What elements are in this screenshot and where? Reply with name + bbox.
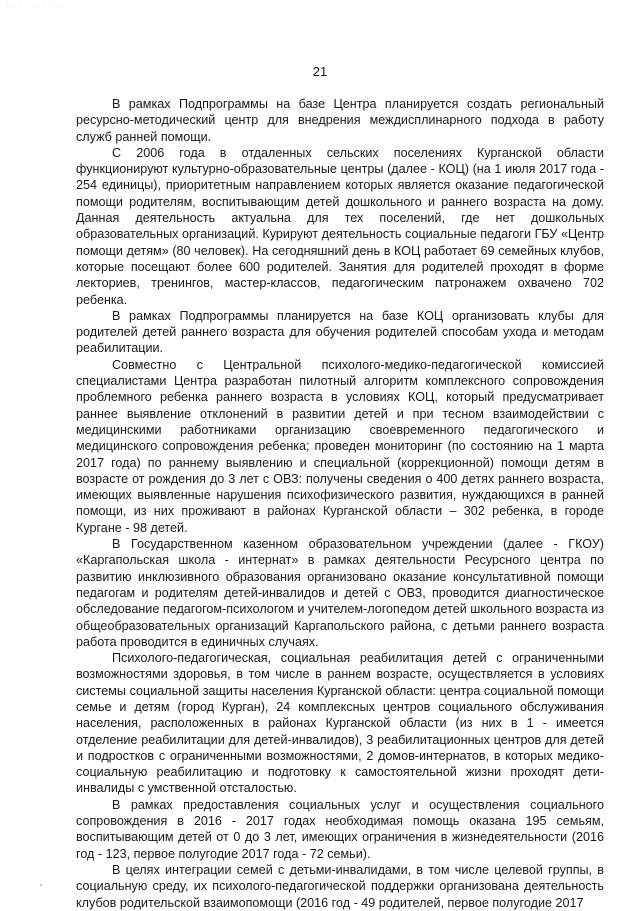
scan-dot [40,884,42,886]
document-body [76,96,604,911]
paragraph: С 2006 года в отдаленных сельских поселениях Курганской области функционируют культурно-образовательные центры (далее - КОЦ) (на 1 июля 2017 года - 254 единицы), приоритетным направлением которых является оказание педагогической помощи родителям, воспитывающим детей дошкольного и раннего возраста на дому. Данная деятельность актуальна для тех поселений, где нет дошкольных образовательных организаций. Курируют деятельность социальные педагоги ГБУ «Центр помощи детям» (80 человек). На сегодняшний день в КОЦ работает 69 семейных клубов, которые посещают более 600 родителей. Занятия для родителей проходят в форме лекториев, тренингов, мастер-классов, педагогическим патронажем охвачено 702 ребенка. [76,145,604,307]
paragraph: В целях интеграции семей с детьми-инвалидами, в том числе целевой группы, в социальную среду, их психолого-педагогической поддержки организована деятельность клубов родительской взаимопомощи (2016 год - 49 родителей, первое полугодие 2017 [76,862,604,910]
paragraph: В рамках предоставления социальных услуг и осуществления социального сопровождения в 2016 - 2017 годах необходимая помощь оказана 195 семьям, воспитывающим детей от 0 до 3 лет, имеющих ограничения в жизнедеятельности (2016 год - 123, первое полугодие 2017 года - 72 семьи). [76,797,604,861]
paragraph: Психолого-педагогическая, социальная реабилитация детей с ограниченными возможностями здоровья, в том числе в раннем возрасте, осуществляется в условиях системы социальной защиты населения Курганской области: центра социальной помощи семье и детям (город Курган), 24 комплексных центров социального обслуживания населения, расположенных в районах Курганской области (из них в 1 - имеется отделение реабилитации для детей-инвалидов), 3 реабилитационных центров для детей и подростков с ограниченными возможностями, 2 домов-интернатов, в которых медико-социальную реабилитацию и подготовку к самостоятельной жизни проходят дети-инвалиды с умственной отсталостью. [76,651,604,796]
paragraph: В Государственном казенном образовательном учреждении (далее - ГКОУ) «Каргапольская школа - интернат» в рамках деятельности Ресурсного центра по развитию инклюзивного образования организовано оказание консультативной помощи педагогам и родителям детей-инвалидов и детей с ОВЗ, проводится диагностическое обследование педагогом-психологом и учителем-логопедом детей школьного возраста из общеобразовательных организаций Каргапольского района, с детьми раннего возраста работа проводится в единичных случаях. [76,537,604,649]
page-number: 21 [312,64,328,79]
paragraph: Совместно с Центральной психолого-медико-педагогической комиссией специалистами Центра разработан пилотный алгоритм комплексного сопровождения проблемного ребенка раннего возраста в условиях КОЦ, который предусматривает раннее выявление отклонений в развитии детей и при тесном взаимодействии с медицинскими работниками организацию своевременного педагогического и медицинского сопровождения ребенка; проведен мониторинг (по состоянию на 1 марта 2017 года) по раннему выявлению и специальной (коррекционной) помощи детям в возрасте от рождения до 3 лет с ОВЗ: получены сведения о 400 детях раннего возраста, имеющих выявленные нарушения психофизического развития, нуждающихся в ранней помощи, из них проживают в районах Курганской области – 302 ребенка, в городе Кургане - 98 детей. [76,357,604,535]
paragraph: В рамках Подпрограммы на базе Центра планируется создать региональный ресурсно-методический центр для внедрения междисплинарного подхода в работу служб ранней помощи. [76,97,604,144]
scan-artifact: · · · · · · · · · · [6,3,66,10]
paragraph: В рамках Подпрограммы планируется на базе КОЦ организовать клубы для родителей детей раннего возраста для обучения родителей способам ухода и методам реабилитации. [76,308,604,356]
